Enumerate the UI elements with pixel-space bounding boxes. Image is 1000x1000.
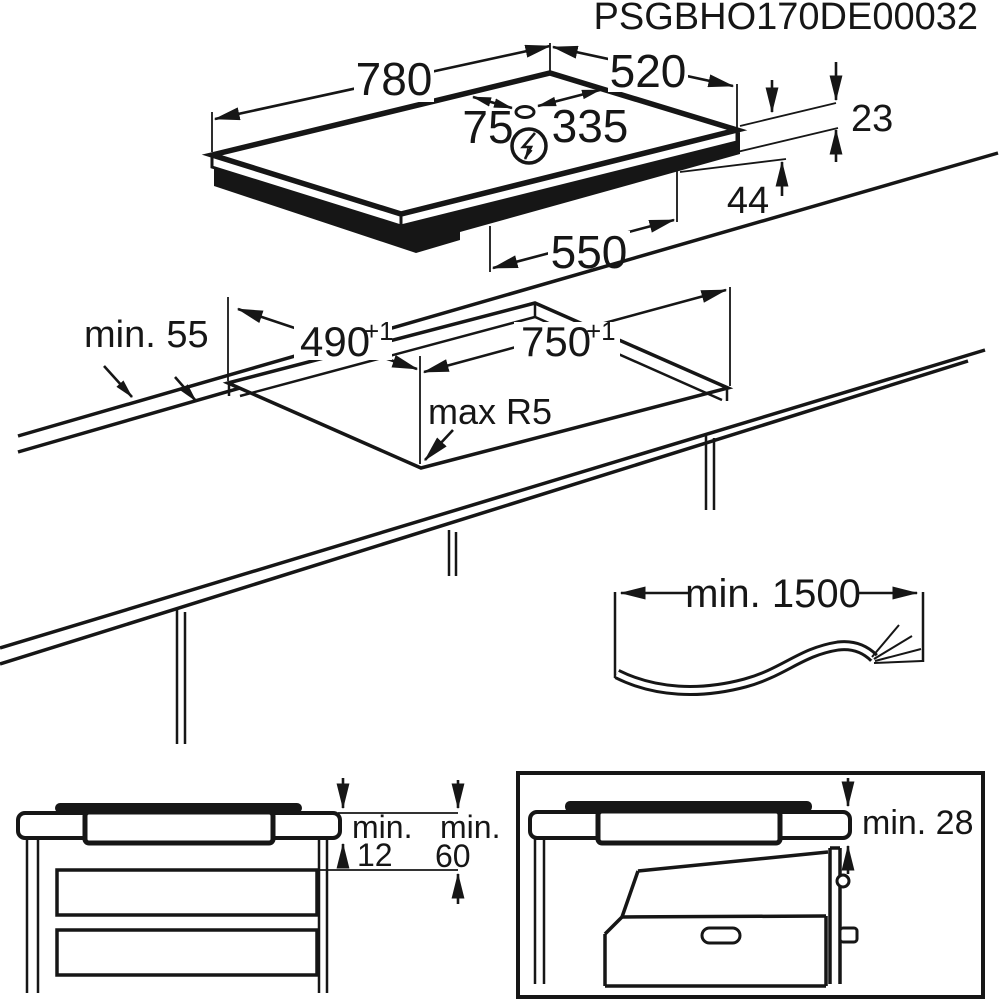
clearance-12-value: 12	[357, 837, 393, 873]
cabinet-side-right	[319, 838, 327, 993]
worktop-cutout-view	[0, 153, 998, 744]
drawer-lower	[57, 930, 317, 975]
clearance-60-min-label: min.	[440, 809, 501, 845]
clearance-12-min-label: min.	[352, 809, 413, 845]
product-code: PSGBHO170DE00032	[593, 0, 978, 38]
oven-body	[605, 848, 857, 986]
drawer-clearance-panel	[18, 778, 500, 993]
drawer-upper	[57, 870, 317, 915]
ref-line-glass-top	[740, 103, 836, 126]
build-in-height-label: 23	[851, 98, 894, 140]
cabinet-leg-right	[706, 436, 714, 510]
oven-knob	[840, 928, 857, 942]
cabinet-leg-left	[177, 610, 185, 744]
cabinet-side-left	[27, 838, 38, 993]
hob-isometric-view	[212, 43, 893, 278]
corner-radius-label: max R5	[428, 391, 553, 432]
cutout-width-label: 750	[521, 318, 592, 365]
mains-cable-drawing	[615, 572, 923, 690]
lower-body-height-label: 44	[726, 180, 770, 222]
cable-gland-icon	[516, 107, 534, 118]
hob-glass-section-oven	[565, 801, 812, 812]
rear-clearance-label: min. 55	[84, 314, 209, 356]
oven-clearance-label: min. 28	[862, 804, 974, 842]
hob-glass-section	[55, 803, 302, 813]
hob-width-label: 780	[355, 53, 433, 105]
gland-offset-right-label: 335	[551, 100, 629, 152]
cable-length-label: min. 1500	[685, 572, 861, 616]
hob-depth-label: 520	[609, 45, 687, 97]
lower-body-width-label: 550	[550, 226, 628, 278]
cabinet-side-left-oven	[535, 838, 544, 984]
hob-chassis-section-oven	[598, 811, 780, 843]
rear-clearance-arrow-a	[104, 366, 132, 397]
clearance-60-value: 60	[435, 838, 471, 874]
ref-line-chassis-bottom	[737, 128, 838, 152]
cutout-depth-tolerance: +1	[364, 316, 394, 346]
cutout-depth-label: 490	[300, 318, 371, 365]
oven-hinge-bump	[837, 875, 849, 887]
cable-wire-ends	[872, 625, 922, 663]
cabinet-leg-middle	[449, 530, 456, 576]
oven-handle	[702, 928, 740, 943]
cutout-width-tolerance: +1	[586, 316, 616, 346]
hob-chassis-section	[85, 812, 273, 843]
gland-offset-left-label: 75	[462, 101, 514, 153]
oven-clearance-panel	[518, 773, 983, 997]
